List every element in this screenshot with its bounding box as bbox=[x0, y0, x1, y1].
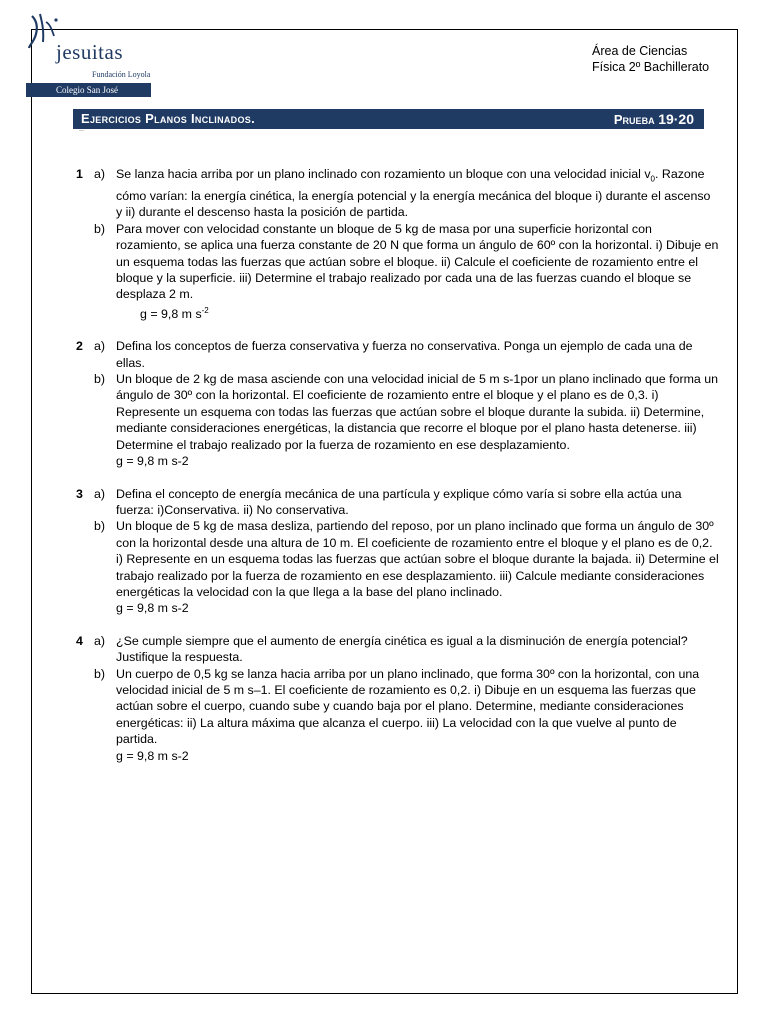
part-text: Un bloque de 2 kg de masa asciende con una velocidad inicial de 5 m s-1por un plano inclinado que forma un ángulo de 30º con la horizontal. El coeficiente de rozamiento entre el bloque y el plano es de 0,3. i) Represente un esquema con todas las fuerzas que actúan sobre el bloque durante la subida. ii) Determine, mediante consideraciones energéticas, la distancia que recorre el bloque por el plano hasta detenerse. iii) Determine el trabajo realizado por la fuerza de rozamiento en ese desplazamiento. bbox=[116, 372, 719, 452]
gravity-line bbox=[70, 303, 720, 323]
document-title: Ejercicios Planos Inclinados. bbox=[81, 111, 255, 126]
part-text: Un cuerpo de 0,5 kg se lanza hacia arriba por un plano inclinado, que forma 30º con la horizontal, con una velocidad inicial de 5 m s–1. El coeficiente de rozamiento es 0,2. i) Dibuje en un esquema las fuerzas que actúan sobre el cuerpo, cuando sube y cuando baja por el plano. Determine, mediante consideraciones energéticas: ii) La altura máxima que alcanza el cuerpo. iii) La velocidad con la que vuelve al punto de partida. bbox=[116, 666, 700, 747]
question-part bbox=[70, 221, 720, 303]
title-band bbox=[73, 109, 704, 129]
test-label: Prueba bbox=[613, 112, 655, 127]
test-id bbox=[614, 109, 694, 130]
gravity-line: g = 9,8 m s-2 bbox=[116, 748, 189, 763]
gravity-text: g = 9,8 m s bbox=[140, 306, 202, 321]
gravity-line: g = 9,8 m s-2 bbox=[116, 601, 189, 616]
question-number: 3 bbox=[76, 486, 83, 501]
header-info bbox=[592, 43, 709, 75]
gravity-exponent: -2 bbox=[201, 305, 209, 315]
test-number: 19·20 bbox=[658, 111, 694, 127]
gravity-line: g = 9,8 m s-2 bbox=[116, 454, 189, 469]
question-2 bbox=[70, 338, 720, 469]
part-label: b) bbox=[94, 519, 106, 534]
part-text: Un bloque de 5 kg de masa desliza, partiendo del reposo, por un plano inclinado que forma un ángulo de 30º con la horizontal desde una altura de 10 m. El coeficiente de rozamiento entre el bloque y el plano es de 0,2. i) Represente en un esquema todas las fuerzas que actúan sobre el bloque durante la bajada. ii) Determine el trabajo realizado por la fuerza de rozamiento en ese desplazamiento. iii) Calcule mediante consideraciones energéticas la velocidad con la que llega a la base del plano inclinado. bbox=[116, 519, 719, 599]
part-label: a) bbox=[94, 633, 106, 648]
part-label: b) bbox=[94, 666, 106, 681]
questions-list bbox=[70, 166, 720, 780]
part-label: a) bbox=[94, 339, 106, 354]
question-part bbox=[70, 166, 720, 221]
question-number: 4 bbox=[76, 633, 83, 648]
logo-school-bar: Colegio San José bbox=[26, 83, 151, 97]
question-part bbox=[70, 633, 720, 666]
part-text: ¿Se cumple siempre que el aumento de energía cinética es igual a la disminución de energía potencial? Justifique la respuesta. bbox=[116, 633, 688, 665]
question-number: 2 bbox=[76, 339, 83, 354]
logo-name: jesuitas bbox=[56, 40, 123, 64]
course-label: Física 2º Bachillerato bbox=[592, 60, 710, 74]
part-label: a) bbox=[94, 167, 106, 181]
part-label: b) bbox=[94, 372, 106, 387]
question-1 bbox=[70, 166, 720, 322]
part-label: b) bbox=[94, 221, 106, 236]
logo-foundation: Fundación Loyola bbox=[92, 70, 151, 79]
school-logo bbox=[26, 12, 176, 95]
question-part bbox=[70, 518, 720, 600]
question-part bbox=[70, 371, 720, 453]
area-label: Área de Ciencias bbox=[592, 44, 688, 58]
part-text: Defina el concepto de energía mecánica de una partícula y explique cómo varía si sobre ella actúa una fuerza: i)Conservativa. ii) No conservativa. bbox=[116, 486, 682, 517]
small-mark: — bbox=[79, 128, 84, 134]
subscript: 0 bbox=[650, 174, 655, 184]
part-text-end: . Razone cómo varían: la energía cinética, la energía potencial y la energía mecánica del bloque i) durante el ascenso y ii) durante el descenso hasta la posición de partida. bbox=[116, 167, 711, 220]
question-3 bbox=[70, 486, 720, 617]
part-text: Defina los conceptos de fuerza conservativa y fuerza no conservativa. Ponga un ejemplo de cada una de ellas. bbox=[116, 339, 693, 370]
question-number: 1 bbox=[76, 167, 83, 181]
question-part bbox=[70, 338, 720, 371]
part-label: a) bbox=[94, 486, 106, 501]
part-text: Para mover con velocidad constante un bloque de 5 kg de masa por una superficie horizontal con rozamiento, se aplica una fuerza constante de 20 N que forma un ángulo de 60º con la horizontal. i) Dibuje en un esquema todas las fuerzas que actúan sobre el bloque. ii) Calcule el coeficiente de rozamiento entre el bloque y la superficie. iii) Determine el trabajo realizado por cada una de las fuerzas cuando el bloque se desplaza 2 m. bbox=[116, 221, 719, 302]
question-part bbox=[70, 486, 720, 519]
part-text bbox=[116, 166, 720, 221]
question-4 bbox=[70, 633, 720, 764]
part-text-start: Se lanza hacia arriba por un plano inclinado con rozamiento un bloque con una velocidad inicial v bbox=[116, 167, 651, 181]
question-part bbox=[70, 666, 720, 748]
